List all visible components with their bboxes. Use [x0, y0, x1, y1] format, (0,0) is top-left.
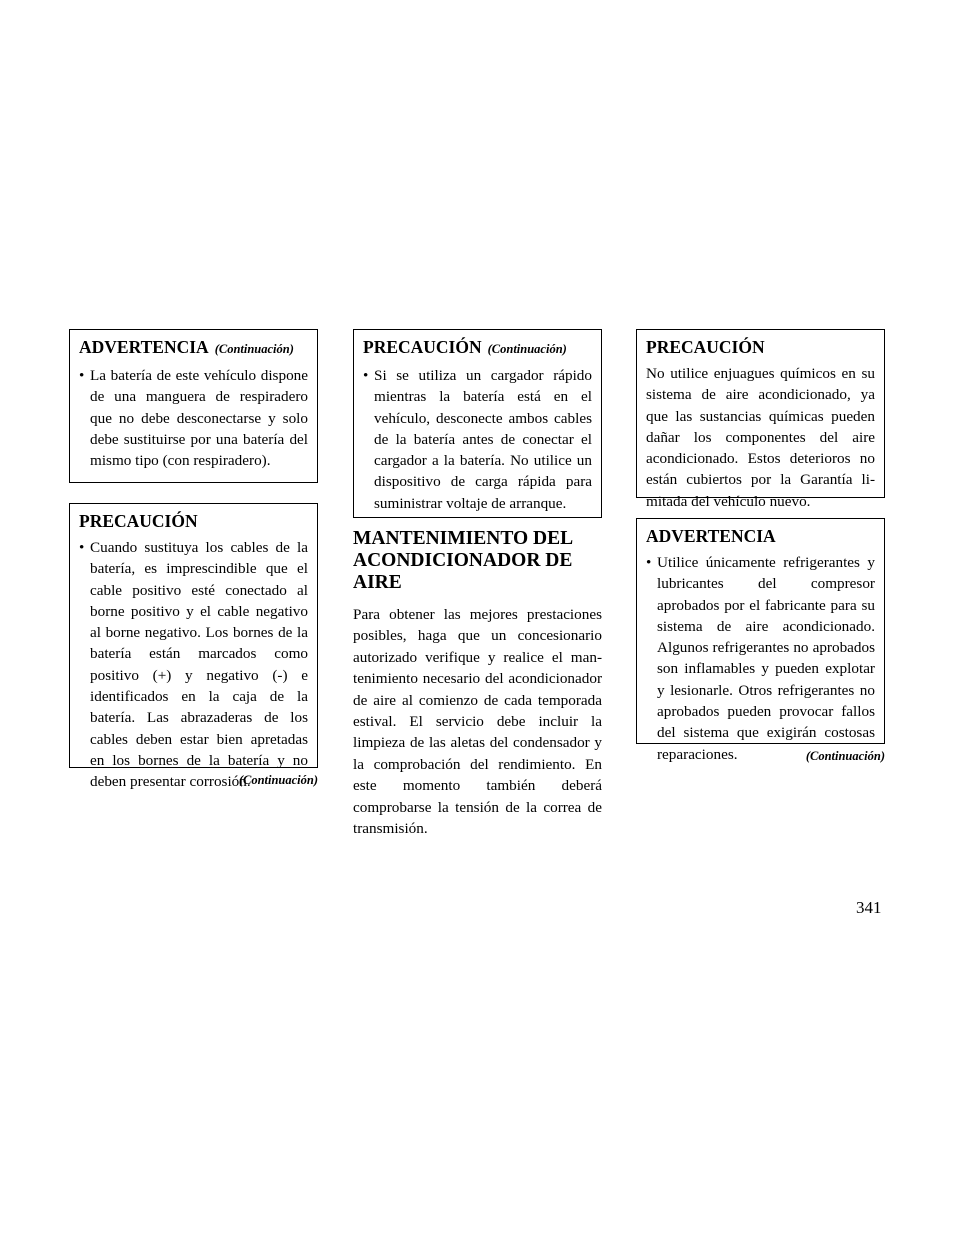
page-number: 341 [856, 898, 882, 917]
continuation-label: (Continuación) [214, 342, 294, 356]
warning-bullet-text: La batería de este vehículo dispone de una manguera de respiradero que no debe desconectarse y solo debe sustituirse por una batería del mismo tipo (con respiradero). [90, 367, 308, 470]
caution-title: PRECAUCIÓN [646, 337, 765, 357]
caution-text: No utilice enjuagues químicos en su sistema de aire acondicionado, ya que las sustancias químicas pueden dañar los componentes del aire acondicionado. Estos deterioros no están cubiertos por la Garantía limitada del vehículo nuevo. [646, 365, 875, 510]
caution-title [363, 336, 592, 360]
warning-bullet [646, 552, 875, 765]
warning-title [79, 336, 308, 360]
caution-box [353, 329, 602, 518]
warning-title: ADVERTENCIA [646, 526, 776, 546]
caution-title: PRECAUCIÓN [79, 511, 198, 531]
column-left [69, 329, 318, 791]
caution-bullet-text: Cuando sustituya los cables de la batería, es imprescindible que el cable positivo esté conectado al borne positivo y el cable negativo al borne negativo. Los bornes de la batería están marcados como positivo (+) y negativo (-) e identificados en la caja de la batería. Las abrazaderas de los cables deben estar bien apretadas en los bornes de la batería y no deben presentar corrosión. [90, 539, 308, 791]
warning-bullet-text: Utilice únicamente refrigerantes y lubricantes del compresor aprobados por el fabricante para su sistema de aire acondicionado. Algunos refrigerantes no aprobados son inflamables y pueden explotar y lesionarle. Otros refrigerantes no aprobados pueden provocar fallos del sistema que exigirán costosas reparaciones. [657, 554, 875, 763]
bullet-symbol: • [79, 539, 85, 556]
warning-title-text: ADVERTENCIA [79, 337, 209, 357]
bullet-symbol: • [363, 367, 369, 384]
continuation-note: (Continuación) [805, 749, 885, 763]
caution-bullet [79, 537, 308, 793]
caution-bullet-text: Si se utiliza un cargador rápido mientras la batería está en el vehículo, desconecte ambos cables de la batería antes de conectar el cargador a la batería. No utilice un dispositivo de carga rápida para suministrar voltaje de arranque. [374, 367, 592, 512]
warning-box [69, 329, 318, 483]
caution-title-text: PRECAUCIÓN [363, 337, 482, 357]
column-right [636, 329, 885, 764]
column-middle [353, 329, 602, 839]
caution-box [636, 329, 885, 510]
body-paragraph: Para obtener las mejores prestaciones posibles, haga que un concesionario autorizado verifique y realice el mantenimiento necesario del acondicionador de aire al comienzo de cada temporada estival. El servicio debe incluir la limpieza de las aletas del condensador y la comprobación del rendimiento. En este momento también deberá comprobarse la tensión de la correa de transmisión. [353, 606, 602, 838]
bullet-symbol: • [79, 367, 85, 384]
continuation-label: (Continuación) [487, 342, 567, 356]
section-heading: MANTENIMIENTO DEL ACONDICIONADOR DE AIRE [353, 528, 573, 593]
caution-bullet [363, 365, 592, 514]
continuation-note: (Continuación) [238, 773, 318, 787]
bullet-symbol: • [646, 554, 652, 571]
warning-bullet [79, 365, 308, 471]
